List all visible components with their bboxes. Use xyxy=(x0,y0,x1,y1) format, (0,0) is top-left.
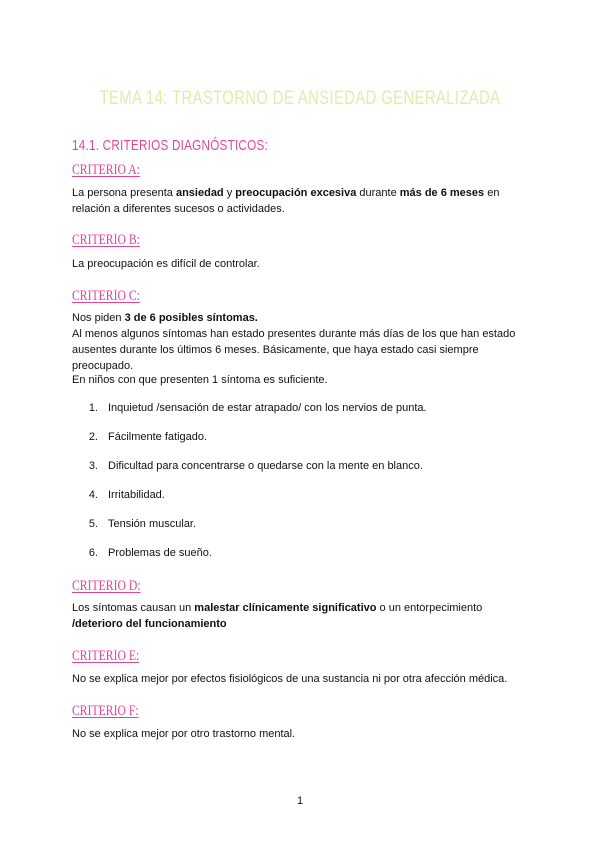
criterio-e-heading: CRITERIO E: xyxy=(72,648,140,664)
criterio-b-heading: CRITERIO B: xyxy=(72,232,140,248)
criterio-c-lead: Nos piden 3 de 6 posibles síntomas. xyxy=(72,312,258,324)
criterio-d-text: Los síntomas causan un malestar clínicamente significativo o un entorpecimiento /deterioro del funcionamiento xyxy=(72,602,483,630)
criterio-b-text: La preocupación es difícil de controlar. xyxy=(72,258,260,270)
criterio-f-heading: CRITERIO F: xyxy=(72,703,139,719)
page-number: 1 xyxy=(296,795,304,807)
criterio-f-text: No se explica mejor por otro trastorno mental. xyxy=(72,728,296,740)
list-item: 4. Irritabilidad. xyxy=(88,489,165,501)
criterio-c-paragraph: Al menos algunos síntomas han estado presentes durante más días de los que han estado ausentes durante los últimos 6 meses. Básicamente, que haya estado casi siempre preocupado. xyxy=(72,328,516,372)
list-item: 5. Tensión muscular. xyxy=(88,518,197,530)
criterio-c-heading: CRITERIO C: xyxy=(72,288,140,304)
section-title: 14.1. CRITERIOS DIAGNÓSTICOS: xyxy=(72,137,268,154)
list-item: 6. Problemas de sueño. xyxy=(88,547,212,559)
criterio-d-heading: CRITERIO D: xyxy=(72,578,141,594)
page-title: TEMA 14: TRASTORNO DE ANSIEDAD GENERALIZADA xyxy=(99,88,501,109)
list-item: 3. Dificultad para concentrarse o quedarse con la mente en blanco. xyxy=(88,460,423,472)
criterio-a-heading: CRITERIO A: xyxy=(72,162,140,178)
list-item: 1. Inquietud /sensación de estar atrapado/ con los nervios de punta. xyxy=(88,402,427,414)
list-item: 2. Fácilmente fatigado. xyxy=(88,431,208,443)
criterio-c-note: En niños con que presenten 1 síntoma es suficiente. xyxy=(72,374,328,386)
criterio-a-text: La persona presenta ansiedad y preocupación excesiva durante más de 6 meses en relación a diferentes sucesos o actividades. xyxy=(72,187,500,215)
criterio-e-text: No se explica mejor por efectos fisiológicos de una sustancia ni por otra afección médica. xyxy=(72,673,508,685)
